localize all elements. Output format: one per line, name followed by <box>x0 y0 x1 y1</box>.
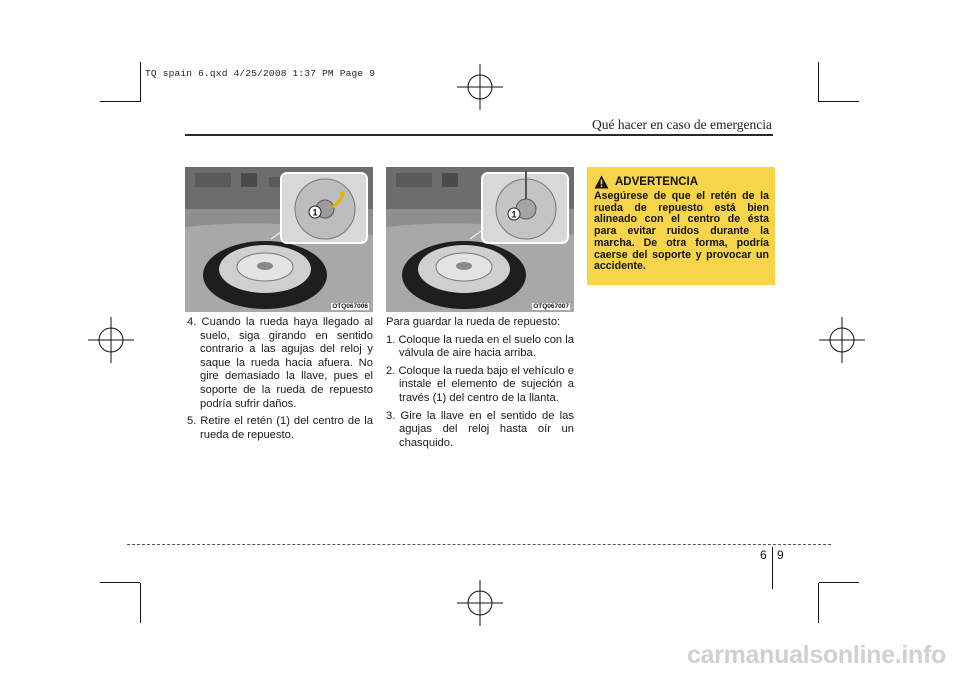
step-5: 5. Retire el retén (1) del centro de la rueda de repuesto. <box>187 415 373 441</box>
figure-1-callout: 1 <box>312 207 318 218</box>
header-rule <box>185 134 773 136</box>
store-step-1: 1. Coloque la rueda en el suelo con la válvula de aire hacia arriba. <box>386 333 574 360</box>
registration-mark-right-icon <box>817 315 867 365</box>
left-column <box>187 316 373 446</box>
registration-mark-left-icon <box>86 315 136 365</box>
spare-tire-illustration-icon <box>185 167 373 312</box>
figure-2-callout: 1 <box>511 209 517 220</box>
store-step-3: 3. Gire la llave en el sentido de las agujas del reloj hasta oír un chasquido. <box>386 409 574 449</box>
print-slug: TQ spain 6.qxd 4/25/2008 1:37 PM Page 9 <box>145 68 376 79</box>
step-4: 4. Cuando la rueda haya llegado al suelo, siga girando en sentido contrario a las agujas del reloj y saque la rueda hacia afuera. No gire demasiado la llave, pues el soporte de la rueda de repuesto podría sufrir daños. <box>187 316 373 410</box>
warning-box <box>587 167 775 285</box>
page-number-separator <box>772 547 773 589</box>
warning-triangle-icon <box>594 175 609 189</box>
spare-tire-photo-1 <box>185 167 373 312</box>
spare-tire-illustration-icon <box>386 167 574 312</box>
watermark: carmanualsonline.info <box>686 641 946 669</box>
store-spare-intro: Para guardar la rueda de repuesto: <box>386 316 561 328</box>
figure-1-caption: OTQ067006 <box>332 303 368 310</box>
warning-body: Asegúrese de que el retén de la rueda de repuesto está bien alineado con el centro de ésta para evitar ruidos durante la marcha. De otra forma, podría caerse del soporte y provocar un accidente. <box>594 190 769 273</box>
store-step-2: 2. Coloque la rueda bajo el vehículo e instale el elemento de sujeción a través (1) del centro de la llanta. <box>386 364 574 404</box>
page-number: 9 <box>777 548 784 562</box>
footer-dashed-rule <box>127 544 831 545</box>
section-title: Qué hacer en caso de emergencia <box>591 117 772 132</box>
registration-mark-bottom-icon <box>455 578 505 628</box>
warning-title: ADVERTENCIA <box>615 176 699 188</box>
figure-2-caption: OTQ067007 <box>533 303 569 310</box>
registration-mark-top-icon <box>455 62 505 112</box>
middle-column <box>386 316 574 454</box>
chapter-number: 6 <box>760 548 767 562</box>
spare-tire-photo-2 <box>386 167 574 312</box>
